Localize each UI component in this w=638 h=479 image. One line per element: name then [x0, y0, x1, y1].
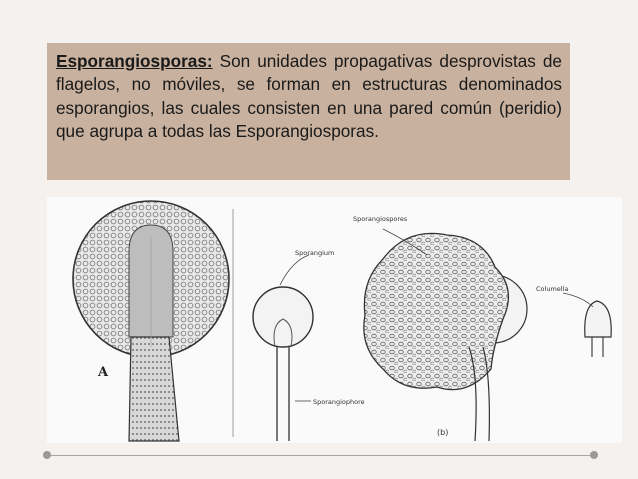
footer-divider — [47, 455, 593, 456]
definition-text: Son unidades propagativas desprovistas de flagelos, no móviles, se forman en estructuras denominados esporangios, las cuales consisten en una pared común (peridio) que agrupa a todas las Esporangiosporas. — [56, 51, 562, 142]
panel-a-sporangium — [73, 201, 229, 441]
label-sporangiophore: Sporangiophore — [313, 398, 365, 406]
footer-dot-right — [590, 451, 598, 459]
panel-b-columella — [536, 285, 611, 357]
label-sporangiospores: Sporangiospores — [353, 215, 408, 223]
definition-textbox — [47, 43, 570, 180]
label-b: (b) — [437, 428, 449, 437]
panel-b-small-sporangium — [253, 249, 334, 441]
label-columella: Columella — [536, 285, 569, 293]
label-sporangium: Sporangium — [295, 249, 335, 257]
definition-term: Esporangiosporas: — [56, 51, 213, 71]
label-a: A — [98, 365, 109, 380]
sporangium-illustration — [47, 197, 622, 443]
footer-dot-left — [43, 451, 51, 459]
sporangium-figure — [47, 197, 622, 443]
